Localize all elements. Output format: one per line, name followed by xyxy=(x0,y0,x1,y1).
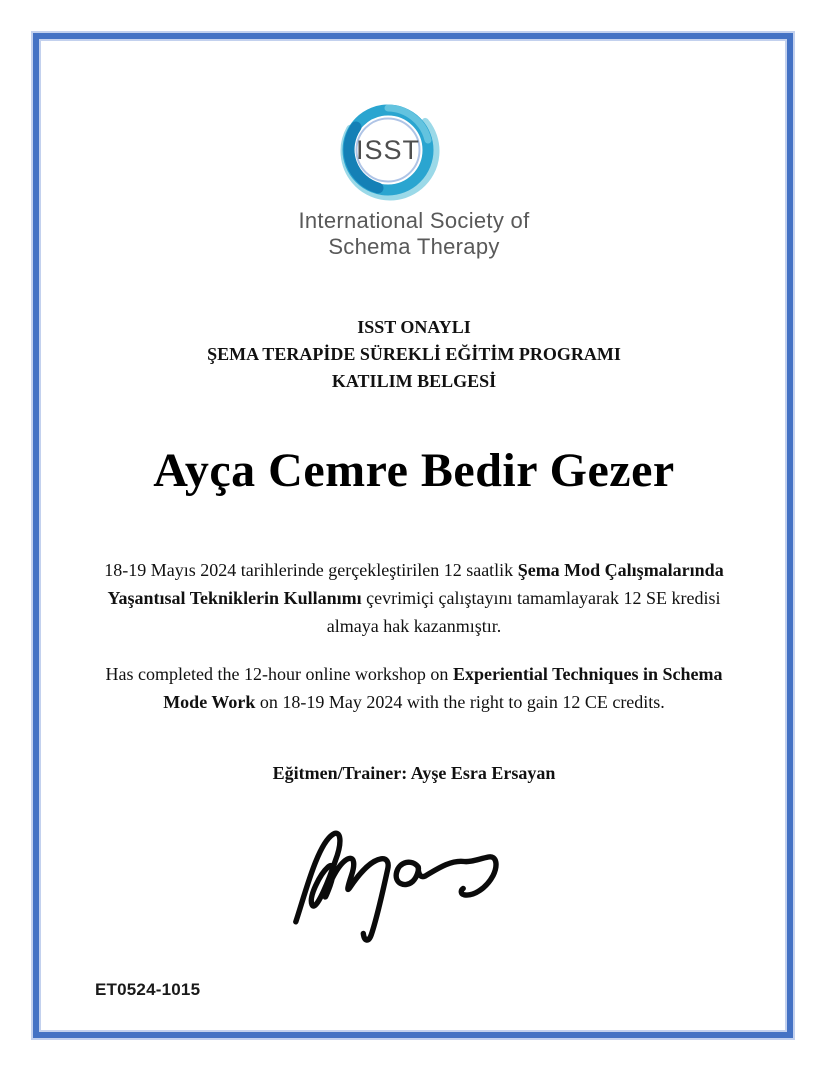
isst-logo-icon xyxy=(334,96,444,208)
completion-text-turkish xyxy=(90,556,738,640)
workshop-title-turkish: Şema Mod Çalışmalarında Yaşantısal Tekniklerin Kullanımı xyxy=(107,560,724,608)
completion-text-english-post: on 18-19 May 2024 with the right to gain 12 CE credits. xyxy=(255,692,665,712)
org-name-line1: International Society of xyxy=(298,208,530,233)
certificate-id: ET0524-1015 xyxy=(95,980,201,999)
recipient-name: Ayça Cemre Bedir Gezer xyxy=(153,444,675,497)
completion-text-english xyxy=(90,660,738,716)
org-name-line2: Schema Therapy xyxy=(328,234,500,259)
heading-line-1: ISST ONAYLI xyxy=(357,317,471,337)
completion-text-turkish-pre: 18-19 Mayıs 2024 tarihlerinde gerçekleştirilen 12 saatlik xyxy=(104,560,518,580)
isst-logo xyxy=(334,96,444,208)
isst-monogram: ISST xyxy=(355,135,421,165)
heading-line-3: KATILIM BELGESİ xyxy=(331,371,497,391)
trainer-line: Eğitmen/Trainer: Ayşe Esra Ersayan xyxy=(272,763,556,783)
heading-line-2: ŞEMA TERAPİDE SÜREKLİ EĞİTİM PROGRAMI xyxy=(207,344,621,364)
completion-text-turkish-post: çevrimiçi çalıştayını tamamlayarak 12 SE kredisi almaya hak kazanmıştır. xyxy=(326,588,721,636)
completion-text-english-pre: Has completed the 12-hour online workshop on xyxy=(105,664,453,684)
trainer-signature xyxy=(276,812,528,956)
org-name xyxy=(0,208,828,260)
certificate-heading xyxy=(0,314,828,395)
workshop-title-english: Experiential Techniques in Schema Mode Work xyxy=(163,664,723,712)
